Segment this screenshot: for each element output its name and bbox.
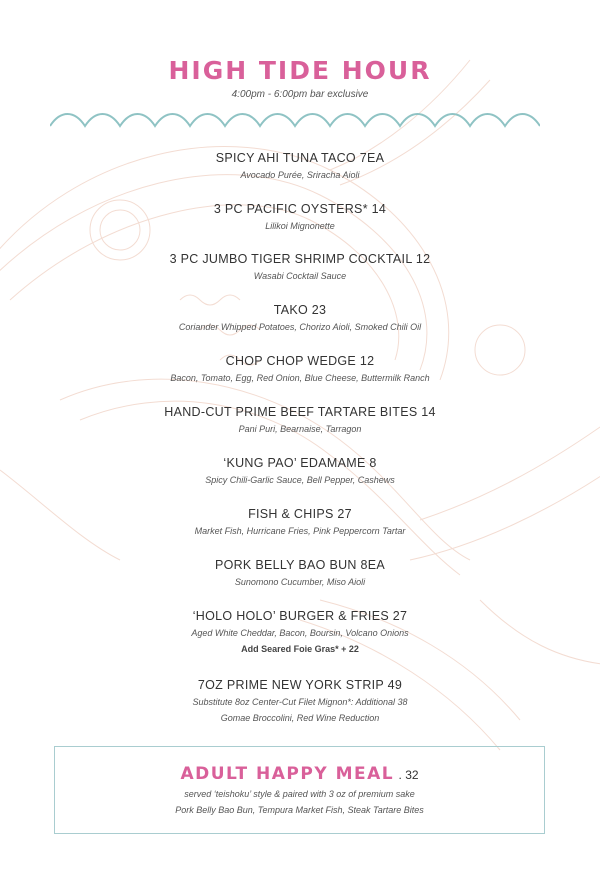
menu-item-name: ‘HOLO HOLO’ BURGER & FRIES 27 xyxy=(192,609,408,623)
menu-item xyxy=(0,608,600,656)
menu-item-description: Market Fish, Hurricane Fries, Pink Peppercorn Tartar xyxy=(194,526,406,536)
special-description: served ‘teishoku’ style & paired with 3 oz of premium sake xyxy=(184,789,415,799)
page-subtitle: 4:00pm - 6:00pm bar exclusive xyxy=(231,89,369,100)
menu-item-name: SPICY AHI TUNA TACO 7EA xyxy=(215,151,385,165)
menu-item-name: ‘KUNG PAO’ EDAMAME 8 xyxy=(223,456,377,470)
special-price: . 32 xyxy=(398,768,419,782)
menu-item-description: Pani Puri, Bearnaise, Tarragon xyxy=(238,424,362,434)
menu-item xyxy=(0,557,600,589)
menu-item-name: 7OZ PRIME NEW YORK STRIP 49 xyxy=(197,678,403,692)
page-title: HIGH TIDE HOUR xyxy=(168,56,432,85)
menu-item xyxy=(0,677,600,725)
special-title: ADULT HAPPY MEAL xyxy=(180,764,395,784)
menu-item-description: Spicy Chili-Garlic Sauce, Bell Pepper, Cashews xyxy=(205,475,395,485)
menu-item-description: Aged White Cheddar, Bacon, Boursin, Volcano Onions xyxy=(191,628,409,638)
menu-item xyxy=(0,506,600,538)
menu-item xyxy=(0,404,600,436)
menu-item-name: PORK BELLY BAO BUN 8EA xyxy=(214,558,386,572)
menu-item-description: Lilikoi Mignonette xyxy=(265,221,335,231)
menu-item-description-secondary: Gomae Broccolini, Red Wine Reduction xyxy=(220,713,380,723)
menu-item-name: 3 PC JUMBO TIGER SHRIMP COCKTAIL 12 xyxy=(169,252,431,266)
special-items: Pork Belly Bao Bun, Tempura Market Fish, Steak Tartare Bites xyxy=(175,805,424,815)
menu-item xyxy=(0,455,600,487)
menu-item-description: Coriander Whipped Potatoes, Chorizo Aioli, Smoked Chili Oil xyxy=(178,322,422,332)
menu-item xyxy=(0,201,600,233)
menu-item-name: HAND-CUT PRIME BEEF TARTARE BITES 14 xyxy=(164,405,436,419)
menu-item xyxy=(0,353,600,385)
menu-item xyxy=(0,150,600,182)
menu-item-description: Substitute 8oz Center-Cut Filet Mignon*: Additional 38 xyxy=(192,697,408,707)
menu-item-addon: Add Seared Foie Gras* + 22 xyxy=(241,644,359,654)
menu-item-description: Wasabi Cocktail Sauce xyxy=(253,271,347,281)
menu-item-description: Avocado Purée, Sriracha Aioli xyxy=(240,170,360,180)
menu-item-description: Bacon, Tomato, Egg, Red Onion, Blue Cheese, Buttermilk Ranch xyxy=(170,373,430,383)
menu-item xyxy=(0,302,600,334)
wave-divider xyxy=(50,108,540,134)
menu-item-name: TAKO 23 xyxy=(273,303,327,317)
menu-item-name: CHOP CHOP WEDGE 12 xyxy=(225,354,375,368)
special-offer-box xyxy=(54,746,545,834)
menu-item-name: 3 PC PACIFIC OYSTERS* 14 xyxy=(213,202,387,216)
menu-item-name: FISH & CHIPS 27 xyxy=(248,507,352,521)
menu-item-description: Sunomono Cucumber, Miso Aioli xyxy=(234,577,366,587)
menu-item xyxy=(0,251,600,283)
special-title-row xyxy=(55,763,544,786)
